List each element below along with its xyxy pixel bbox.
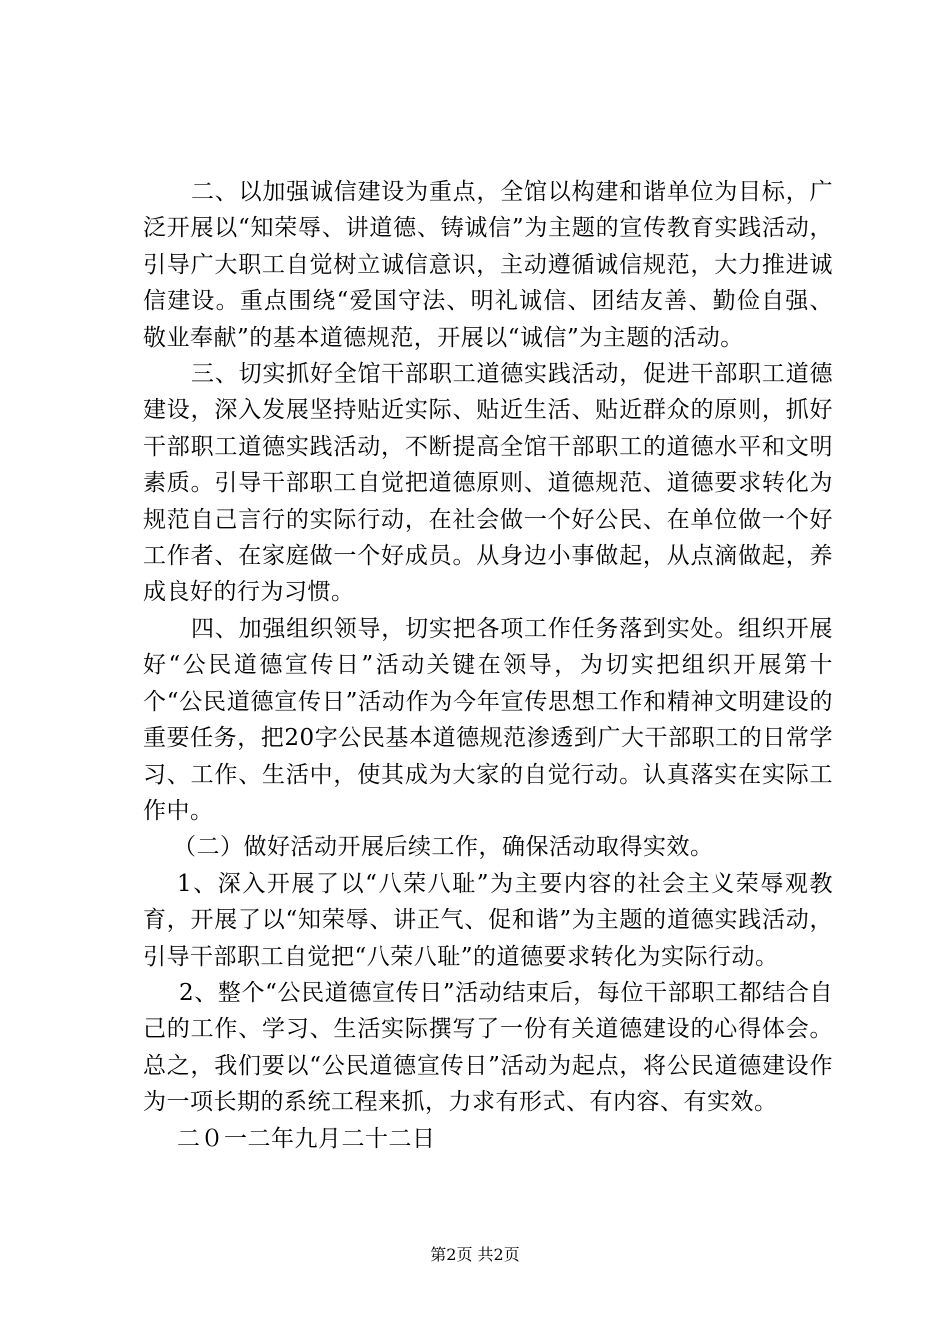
paragraph-moral-practice: 三、切实抓好全馆干部职工道德实践活动，促进干部职工道德建设，深入发展坚持贴近实际、贴近生活、贴近群众的原则，抓好干部职工道德实践活动，不断提高全馆干部职工的道德水平和文明素质。引导干部职工自觉把道德原则、道德规范、道德要求转化为规范自己言行的实际行动，在社会做一个好公民、在单位做一个好工作者、在家庭做一个好成员。从身边小事做起，从点滴做起，养成良好的行为习惯。 [143, 361, 833, 606]
document-date: 二０一二年九月二十二日 [177, 1125, 436, 1152]
paragraph-item-2: 2、整个“公民道德宣传日”活动结束后，每位干部职工都结合自己的工作、学习、生活实际撰写了一份有关道德建设的心得体会。总之，我们要以“公民道德宣传日”活动为起点，将公民道德建设作为一项长期的系统工程来抓，力求有形式、有内容、有实效。 [143, 979, 833, 1116]
paragraph-integrity: 二、以加强诚信建设为重点，全馆以构建和谐单位为目标，广泛开展以“知荣辱、讲道德、铸诚信”为主题的宣传教育实践活动，引导广大职工自觉树立诚信意识，主动遵循诚信规范，大力推进诚信建设。重点围绕“爱国守法、明礼诚信、团结友善、勤俭自强、敬业奉献”的基本道德规范，开展以“诚信”为主题的活动。 [143, 179, 833, 351]
section-heading-followup: （二）做好活动开展后续工作，确保活动取得实效。 [173, 834, 714, 861]
page-number-footer: 第2页 共2页 [430, 1245, 520, 1264]
document-body [143, 174, 833, 1157]
paragraph-item-1: 1、深入开展了以“八荣八耻”为主要内容的社会主义荣辱观教育，开展了以“知荣辱、讲正气、促和谐”为主题的道德实践活动，引导干部职工自觉把“八荣八耻”的道德要求转化为实际行动。 [143, 870, 833, 970]
paragraph-leadership: 四、加强组织领导，切实把各项工作任务落到实处。组织开展好“公民道德宣传日”活动关键在领导，为切实把组织开展第十个“公民道德宣传日”活动作为今年宣传思想工作和精神文明建设的重要任务，把20字公民基本道德规范渗透到广大干部职工的日常学习、工作、生活中，使其成为大家的自觉行动。认真落实在实际工作中。 [143, 615, 833, 824]
